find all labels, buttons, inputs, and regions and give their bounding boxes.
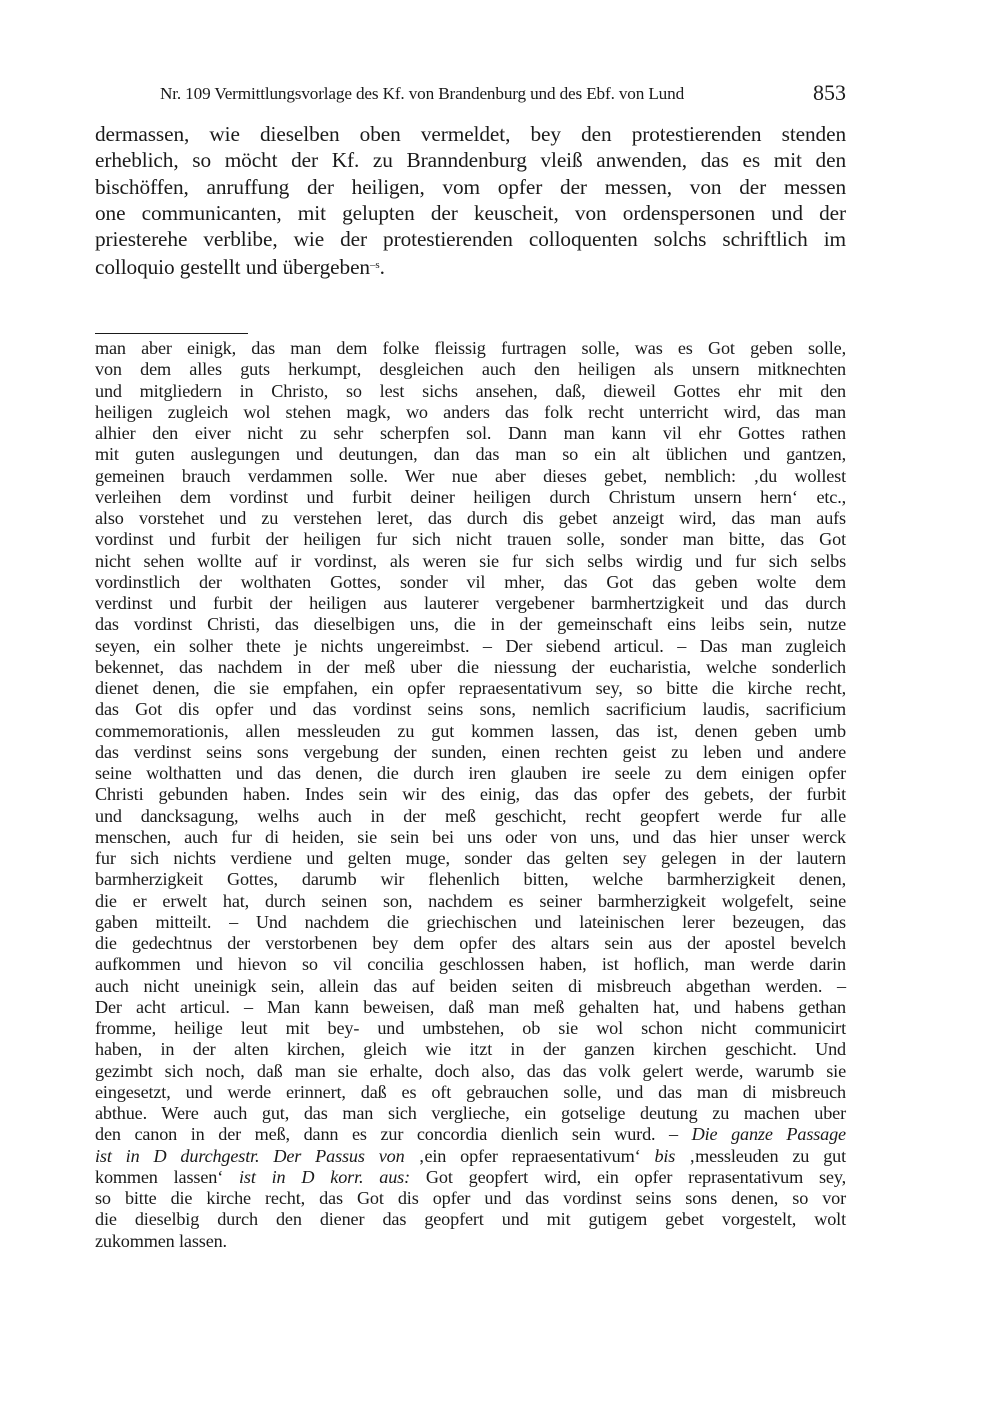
footnote-line: so bitte die kirche recht, das Got dis opfer und das vordinst seins sons denen, so vor <box>95 1188 846 1208</box>
editorial-note-italic: bis <box>654 1145 676 1166</box>
editorial-note-italic: ist in D korr. aus: <box>239 1166 411 1187</box>
footnote-line: fromme, heilige leut mit bey- und umbstehen, ob sie wol schon nicht communicirt <box>95 1018 846 1038</box>
footnote-line: die gedechtnus der verstorbenen bey dem opfer des altars sein aus der apostel bevelch <box>95 933 846 953</box>
page-number: 853 <box>813 80 846 105</box>
footnote-text: kommen lassen‘ <box>95 1166 240 1187</box>
main-text-line: erheblich, so möcht der Kf. zu Branndenburg vleiß anwenden, das es mit den <box>95 148 846 173</box>
footnote-line: vordinstlich der wolthaten Gottes, sonder vil mher, das Got das geben wolte dem <box>95 571 846 592</box>
footnote-line: haben, in der alten kirchen, gleich wie itzt in der ganzen kirchen geschicht. Und <box>95 1039 846 1060</box>
running-head-title: Nr. 109 Vermittlungsvorlage des Kf. von Brandenburg und des Ebf. von Lund <box>160 84 685 103</box>
footnote-line: heiligen zugleich wol stehen magk, wo anders das folk recht unterricht wird, das man <box>95 401 846 422</box>
footnote-line-mixed <box>95 1146 846 1167</box>
footnote-line: barmherzigkeit Gottes, darumb wir flehenlich bitten, welche barmherzigkeit denen, <box>95 869 846 890</box>
editorial-note-italic: Die ganze Passage <box>691 1124 846 1145</box>
footnote-separator-rule <box>95 333 248 334</box>
footnote-line: eingesetzt, und werde erinnert, daß es oft gebrauchen solle, und das man di misbreuch <box>95 1081 846 1102</box>
footnote-line: die dieselbig durch den diener das geopfert und mit gutigem gebet vorgestelt, wolt <box>95 1209 846 1230</box>
footnote-line: verdinst und furbit der heiligen aus lauterer vergebener barmhertzigkeit und das durch <box>95 593 846 613</box>
footnote-line: vordinst und furbit der heiligen fur sich nicht trauen solle, sonder man bitte, das Got <box>95 529 846 550</box>
footnote-line-mixed <box>95 1124 846 1145</box>
main-text-line: priesterehe verblibe, wie der protestierenden colloquenten solchs schriftlich im <box>95 227 846 252</box>
footnote-line: abthue. Were auch gut, das man sich verglieche, ein gotselige deutung zu machen uber <box>95 1103 846 1123</box>
footnote-line: fur sich nichts verdiene und gelten muge, sonder das gelten sey gelegen in der lautern <box>95 848 846 868</box>
main-text-last-line <box>95 252 846 278</box>
footnote-line: aufkommen und hievon so vil concilia geschlossen haben, ist hoflich, man werde darin <box>95 954 846 975</box>
footnote-line: seine wolthatten und das denen, die durch iren glauben ire seele zu dem einigen opfer <box>95 763 846 783</box>
main-text-line: bischöffen, anruffung der heiligen, vom opfer der messen, von der messen <box>95 174 846 199</box>
footnote-text: Got geopfert wird, ein opfer reprasentativum sey, <box>410 1166 846 1187</box>
footnote-text: den canon in der meß, dann es zur concordia dienlich sein wurd. – <box>95 1124 692 1145</box>
footnote-line: das verdinst seins sons vergebung der sunden, einen rechten geist zu leben und andere <box>95 741 846 762</box>
footnote-line: Christi gebunden haben. Indes sein wir des einig, das das opfer des gebets, der furbit <box>95 784 846 805</box>
footnote-line: man aber einigk, das man dem folke fleissig furtragen solle, was es Got geben solle, <box>95 338 846 358</box>
footnote-text: ‚messleuden zu gut <box>675 1145 846 1166</box>
footnote-line: dienet denen, die sie empfahen, ein opfer repraesentativum sey, so bitte die kirche recht, <box>95 678 846 698</box>
footnote-line: das vordinst Christi, das dieselbigen uns, die in der gemeinschaft eins leibs sein, nutze <box>95 614 846 635</box>
main-text <box>95 121 846 279</box>
footnote-block <box>95 338 846 1252</box>
footnote-text: ‚ein opfer repraesentativum‘ <box>404 1145 655 1166</box>
footnote-line: die er erwelt hat, durch seinen son, nachdem es seiner barmherzigkeit wolgefelt, seine <box>95 890 846 911</box>
footnote-line: seyen, ein solher thete je nichts ungereimbst. – Der siebend articul. – Das man zugleich <box>95 635 846 656</box>
footnote-line: gemeinen brauch verdammen solle. Wer nue aber dieses gebet, nemblich: ‚du wollest <box>95 465 846 486</box>
footnote-line: mit guten auslegungen und deutungen, dan das man so ein alt üblichen und gantzen, <box>95 444 846 465</box>
footnote-line: menschen, auch fur di heiden, sie sein bei uns oder von uns, und das hier unser werck <box>95 826 846 847</box>
main-text-line-text: colloquio gestellt und übergeben <box>95 255 370 280</box>
footnote-line: nicht sehen wollte auf ir vordinst, als weren sie fur sich selbs wirdig und fur sich selbs <box>95 550 846 571</box>
footnote-line: also vorstehet und zu verstehen leret, das durch dis gebet anzeigt wird, das man aufs <box>95 508 846 528</box>
footnote-line: bekennet, das nachdem in der meß uber die niessung der eucharistia, welche sonderlich <box>95 656 846 677</box>
footnote-line: commemorationis, allen messleuden zu gut kommen lassen, das ist, denen geben umb <box>95 720 846 741</box>
main-text-line: one communicanten, mit gelupten der keuscheit, von ordenspersonen und der <box>95 200 846 225</box>
footnote-line: gaben mitteilt. – Und nachdem die griechischen und lateinischen lerer bezeugen, das <box>95 911 846 932</box>
footnote-line: und mitgliedern in Christo, so lest sichs ansehen, daß, dieweil Gottes ehr mit den <box>95 380 846 401</box>
footnote-line: alhier den eiver nicht zu sehr scherpfen sol. Dann man kann vil ehr Gottes rathen <box>95 423 846 443</box>
footnote-line: Der acht articul. – Man kann beweisen, daß man meß gehalten hat, und habens gethan <box>95 996 846 1017</box>
end-punctuation: . <box>379 255 385 280</box>
footnote-line: von dem alles guts herkumpt, desgleichen auch den heiligen als unsern mitknechten <box>95 359 846 380</box>
footnote-last-line: zukommen lassen. <box>95 1230 227 1251</box>
footnote-line: auch nicht uneinigk sein, allein das auf beiden seiten di misbreuch abgethan werden. – <box>95 975 846 996</box>
main-text-line: dermassen, wie dieselben oben vermeldet, bey den protestierenden stenden <box>95 122 846 146</box>
running-head <box>160 80 846 108</box>
editorial-note-italic: ist in D durchgestr. Der Passus von <box>95 1145 405 1166</box>
critical-apparatus-siglum: –s <box>369 259 380 272</box>
footnote-line: und dancksagung, welhs auch in der meß geschicht, recht geopfert werde fur alle <box>95 805 846 826</box>
footnote-line-mixed <box>95 1167 846 1188</box>
footnote-line: verleihen dem vordinst und furbit deiner heiligen durch Christum unsern hern‘ etc., <box>95 486 846 507</box>
footnote-line: das Got dis opfer und das vordinst seins sons, nemlich sacrificium laudis, sacrificium <box>95 699 846 720</box>
footnote-line: gezimbt sich noch, daß man sie erhalte, doch also, das das volk gelert werde, warumb sie <box>95 1060 846 1081</box>
